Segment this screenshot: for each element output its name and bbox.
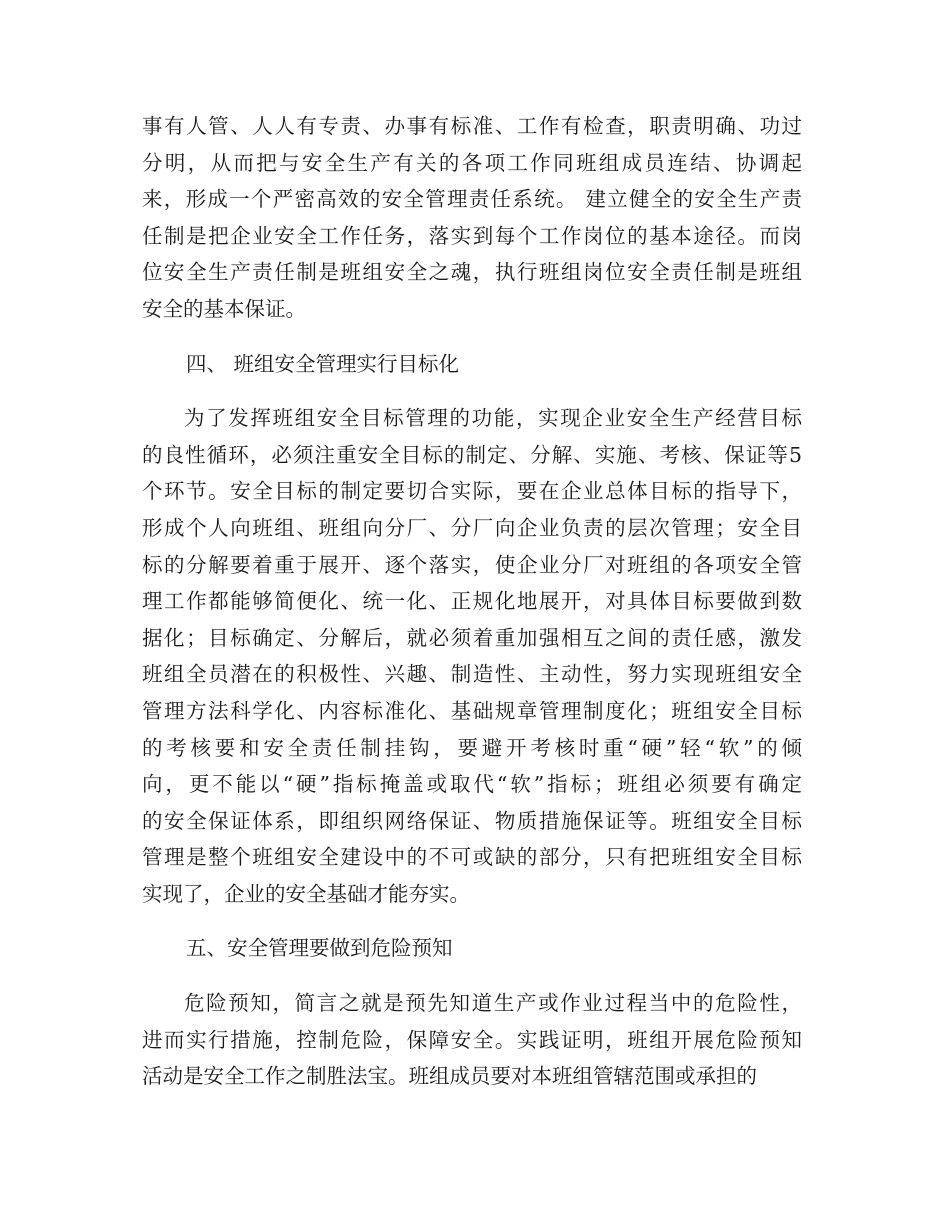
text-line: 管理方法科学化、内容标准化、基础规章管理制度化；班组安全目标	[142, 698, 802, 723]
text-line: 形成个人向班组、班组向分厂、分厂向企业负责的层次管理；安全目	[142, 515, 802, 540]
text-line: 进而实行措施，控制危险，保障安全。实践证明，班组开展危险预知	[142, 1027, 802, 1052]
paragraph-gap	[142, 328, 802, 346]
heading-text: 五、安全管理要做到危险预知	[186, 936, 453, 961]
text-line: 标的分解要着重于展开、逐个落实，使企业分厂对班组的各项安全管	[142, 552, 802, 577]
section-heading	[142, 930, 802, 967]
body-paragraph	[142, 108, 802, 328]
text-line: 个环节。安全目标的制定要切合实际，要在企业总体目标的指导下，	[142, 479, 802, 504]
paragraph-gap	[142, 382, 802, 400]
text-line: 安全的基本保证。	[142, 296, 306, 321]
text-line: 班组全员潜在的积极性、兴趣、制造性、主动性，努力实现班组安全	[142, 662, 802, 687]
section-heading	[142, 346, 802, 383]
document-body	[142, 108, 802, 1095]
text-line: 位安全生产责任制是班组安全之魂，执行班组岗位安全责任制是班组	[142, 260, 802, 285]
paragraph-gap	[142, 967, 802, 985]
text-line: 实现了，企业的安全基础才能夯实。	[142, 881, 470, 906]
text-line: 的安全保证体系，即组织网络保证、物质措施保证等。班组安全目标	[142, 808, 802, 833]
text-line: 向，更不能以“硬”指标掩盖或取代“软”指标；班组必须要有确定	[142, 772, 802, 797]
heading-text: 四、 班组安全管理实行目标化	[186, 351, 460, 376]
text-line: 为了发挥班组安全目标管理的功能，实现企业安全生产经营目标	[184, 406, 802, 431]
paragraph-gap	[142, 912, 802, 930]
text-line: 分明，从而把与安全生产有关的各项工作同班组成员连结、协调起	[142, 150, 802, 175]
body-paragraph	[142, 985, 802, 1095]
text-line: 活动是安全工作之制胜法宝。班组成员要对本班组管辖范围或承担的	[142, 1064, 757, 1089]
text-line: 来，形成一个严密高效的安全管理责任系统。 建立健全的安全生产责	[142, 187, 802, 212]
text-line: 任制是把企业安全工作任务，落实到每个工作岗位的基本途径。而岗	[142, 223, 802, 248]
text-line: 危险预知，简言之就是预先知道生产或作业过程当中的危险性，	[184, 991, 802, 1016]
text-line: 管理是整个班组安全建设中的不可或缺的部分，只有把班组安全目标	[142, 845, 802, 870]
text-line: 的良性循环，必须注重安全目标的制定、分解、实施、考核、保证等5	[142, 442, 802, 467]
body-paragraph	[142, 400, 802, 912]
text-line: 理工作都能够简便化、统一化、正规化地展开，对具体目标要做到数	[142, 589, 802, 614]
text-line: 据化；目标确定、分解后，就必须着重加强相互之间的责任感，激发	[142, 625, 802, 650]
text-line: 事有人管、人人有专责、办事有标准、工作有检查，职责明确、功过	[142, 114, 802, 138]
text-line: 的考核要和安全责任制挂钩，要避开考核时重“硬”轻“软”的倾	[142, 735, 802, 760]
